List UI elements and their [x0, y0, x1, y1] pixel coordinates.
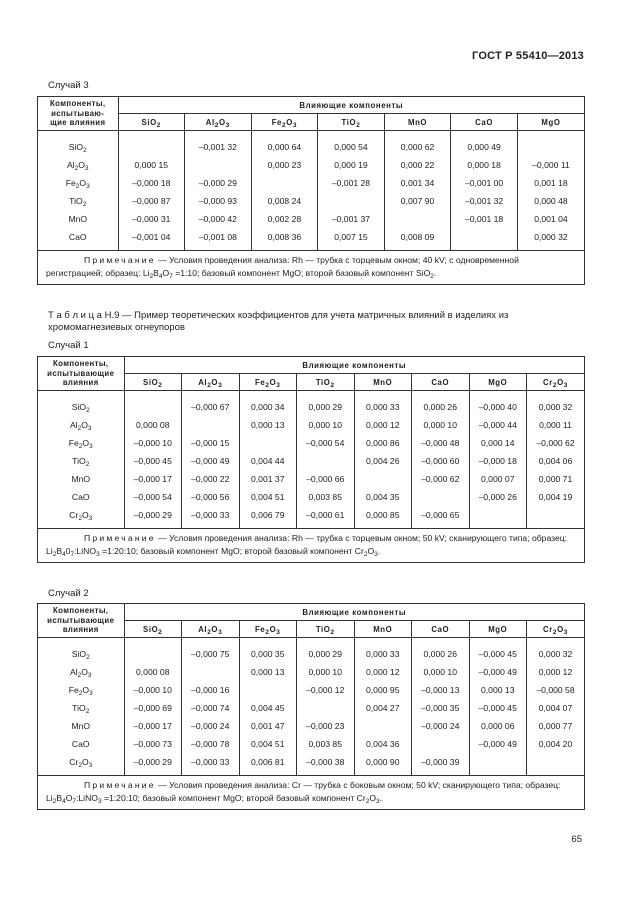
coefficient-cell: 0,001 34 — [384, 174, 451, 192]
coefficient-cell: 0,000 12 — [354, 416, 412, 434]
table-case-2 — [37, 603, 585, 810]
row-component: $Fe_2O_3$ — [38, 434, 124, 452]
influencing-header: Влияющие компоненты — [124, 604, 584, 621]
coefficient-cell: 0,000 10 — [412, 663, 470, 681]
case-1-label: Случай 1 — [48, 340, 89, 351]
coefficient-cell: –0,000 22 — [182, 470, 240, 488]
coefficient-cell — [451, 228, 518, 250]
row-component: MnO — [38, 717, 124, 735]
coefficient-cell: 0,000 10 — [297, 663, 355, 681]
table-row — [38, 398, 584, 416]
row-component: $Fe_2O_3$ — [38, 174, 118, 192]
coefficient-cell: 0,008 09 — [384, 228, 451, 250]
coefficient-cell: –0,000 18 — [469, 452, 527, 470]
table-row — [38, 228, 584, 250]
coefficient-cell: –0,000 29 — [185, 174, 252, 192]
coefficient-cell: –0,001 18 — [451, 210, 518, 228]
coefficient-cell: –0,000 54 — [124, 488, 182, 506]
coefficient-cell: –0,000 26 — [469, 488, 527, 506]
coefficient-cell: –0,000 73 — [124, 735, 182, 753]
row-component: $Al_2O_3$ — [38, 663, 124, 681]
coefficient-cell: –0,000 58 — [536, 685, 575, 695]
table-row — [38, 416, 584, 434]
coefficient-cell — [517, 138, 584, 156]
coefficient-cell: 0,006 79 — [239, 506, 297, 528]
coefficient-cell: –0,000 56 — [182, 488, 240, 506]
coefficient-cell: 0,000 33 — [354, 645, 412, 663]
column-header: $Al_2O_3$ — [185, 114, 252, 131]
components-header: Компоненты, испытываю- щие влияния — [38, 97, 118, 131]
column-header: MgO — [469, 374, 527, 391]
coefficient-cell: 0,000 19 — [318, 156, 385, 174]
coefficient-cell — [124, 398, 182, 416]
note-text: — Условия проведения анализа: Rh — трубка с торцевым окном; 40 kV; с одновременной регистрацией; образец: $Li_2B_4O_7$ =1:10; базовый компонент MgO; второй базовый компонент SiO$_2$. — [46, 255, 519, 280]
table-row — [38, 645, 584, 663]
coefficient-cell: 0,000 32 — [538, 649, 573, 659]
coefficient-cell: 0,000 26 — [412, 398, 470, 416]
coefficient-cell — [251, 174, 318, 192]
coefficient-cell: 0,000 64 — [251, 138, 318, 156]
coefficient-cell: –0,000 61 — [297, 506, 355, 528]
row-component: TiO$_2$ — [38, 452, 124, 470]
coefficient-cell — [297, 452, 355, 470]
row-component: CaO — [38, 488, 124, 506]
components-header: Компоненты, испытывающие влияния — [38, 357, 124, 391]
coefficient-cell — [469, 506, 527, 528]
coefficient-cell: 0,001 04 — [534, 214, 568, 224]
coefficient-cell: 0,000 33 — [354, 398, 412, 416]
row-component: MnO — [38, 210, 118, 228]
coefficient-cell: 0,000 10 — [297, 416, 355, 434]
coefficient-cell: 0,000 07 — [469, 470, 527, 488]
table-row — [38, 138, 584, 156]
coefficient-cell: 0,000 15 — [118, 156, 185, 174]
coefficient-cell: –0,000 16 — [182, 681, 240, 699]
row-component: $Fe_2O_3$ — [38, 681, 124, 699]
table-row — [38, 699, 584, 717]
row-component: $Cr_2O_3$ — [38, 753, 124, 775]
coefficient-cell: 0,000 13 — [469, 681, 527, 699]
row-component: TiO$_2$ — [38, 192, 118, 210]
table-row — [38, 717, 584, 735]
page-number: 65 — [571, 834, 582, 845]
coefficient-cell: –0,000 54 — [297, 434, 355, 452]
column-header: MnO — [384, 114, 451, 131]
coefficient-cell: –0,000 60 — [412, 452, 470, 470]
coefficient-cell: –0,000 15 — [182, 434, 240, 452]
coefficient-cell: –0,000 87 — [118, 192, 185, 210]
coefficient-cell: –0,000 12 — [297, 681, 355, 699]
influencing-header: Влияющие компоненты — [124, 357, 584, 374]
coefficient-cell: 0,002 28 — [251, 210, 318, 228]
coefficient-cell: –0,001 00 — [451, 174, 518, 192]
coefficient-cell: 0,004 36 — [354, 735, 412, 753]
coefficient-cell: 0,000 86 — [354, 434, 412, 452]
table-row — [38, 735, 584, 753]
coefficient-cell: 0,001 37 — [239, 470, 297, 488]
case-3-label: Случай 3 — [48, 80, 89, 91]
coefficient-cell — [354, 470, 412, 488]
coefficient-cell: 0,000 08 — [124, 663, 182, 681]
coefficient-cell: –0,000 38 — [297, 753, 355, 775]
coefficient-cell: 0,000 06 — [469, 717, 527, 735]
column-header: CaO — [412, 621, 470, 638]
column-header: $Cr_2O_3$ — [527, 374, 585, 391]
table-row — [38, 156, 584, 174]
column-header: $Al_2O_3$ — [182, 374, 240, 391]
column-header: MnO — [354, 621, 412, 638]
coefficient-cell: –0,000 93 — [185, 192, 252, 210]
coefficient-cell: –0,000 45 — [124, 452, 182, 470]
coefficient-cell: –0,000 49 — [469, 663, 527, 681]
row-component: $Al_2O_3$ — [38, 416, 124, 434]
coefficient-cell: –0,000 24 — [412, 717, 470, 735]
coefficient-cell: –0,000 24 — [182, 717, 240, 735]
coefficient-cell: 0,004 27 — [354, 699, 412, 717]
coefficient-cell: –0,000 29 — [124, 753, 182, 775]
coefficient-cell: 0,000 62 — [384, 138, 451, 156]
coefficient-cell — [469, 753, 527, 775]
column-header: SiO$_2$ — [124, 374, 182, 391]
coefficient-cell: –0,000 40 — [469, 398, 527, 416]
coefficient-cell: –0,000 18 — [118, 174, 185, 192]
coefficient-cell: 0,004 07 — [538, 703, 573, 713]
coefficient-cell: –0,000 78 — [182, 735, 240, 753]
note-label: Примечание — [84, 255, 156, 265]
coefficient-cell: –0,000 39 — [412, 753, 470, 775]
coefficient-cell: 0,004 20 — [538, 739, 573, 749]
coefficient-cell: 0,001 47 — [239, 717, 297, 735]
column-header: MgO — [517, 114, 584, 131]
coefficient-cell: 0,004 35 — [354, 488, 412, 506]
coefficient-cell: 0,000 12 — [354, 663, 412, 681]
coefficient-cell — [527, 506, 585, 528]
coefficient-cell: 0,000 13 — [239, 663, 297, 681]
table-row — [38, 753, 584, 775]
coefficient-cell: –0,001 08 — [185, 228, 252, 250]
table-row — [38, 192, 584, 210]
column-header: CaO — [412, 374, 470, 391]
column-header: SiO$_2$ — [118, 114, 185, 131]
coefficient-cell: –0,000 10 — [124, 681, 182, 699]
coefficient-cell: –0,000 33 — [182, 753, 240, 775]
coefficient-cell: 0,000 26 — [412, 645, 470, 663]
table-row — [38, 663, 584, 681]
coefficient-cell: 0,000 90 — [354, 753, 412, 775]
coefficient-cell: 0,000 13 — [239, 416, 297, 434]
coefficient-cell — [118, 138, 185, 156]
coefficient-cell: 0,006 81 — [239, 753, 297, 775]
coefficient-cell — [354, 717, 412, 735]
coefficient-cell: –0,001 32 — [451, 192, 518, 210]
coefficient-cell: –0,001 37 — [318, 210, 385, 228]
column-header: SiO$_2$ — [124, 621, 182, 638]
coefficient-cell: –0,000 42 — [185, 210, 252, 228]
column-header: $Fe_2O_3$ — [239, 621, 297, 638]
coefficient-cell: –0,000 10 — [124, 434, 182, 452]
table-row — [38, 452, 584, 470]
column-header: TiO$_2$ — [297, 374, 355, 391]
column-header: TiO$_2$ — [297, 621, 355, 638]
coefficient-cell: 0,000 85 — [354, 506, 412, 528]
coefficient-cell — [384, 210, 451, 228]
coefficient-cell: –0,000 17 — [124, 717, 182, 735]
table-note — [38, 775, 584, 809]
coefficient-cell: –0,001 28 — [318, 174, 385, 192]
case-2-label: Случай 2 — [48, 588, 89, 599]
coefficient-cell: –0,000 48 — [412, 434, 470, 452]
coefficient-cell — [527, 753, 585, 775]
coefficient-cell — [239, 434, 297, 452]
coefficient-cell: –0,000 33 — [182, 506, 240, 528]
table-case-1 — [37, 356, 585, 563]
coefficient-cell: 0,004 44 — [239, 452, 297, 470]
coefficient-cell: –0,000 62 — [536, 438, 575, 448]
coefficient-cell: –0,000 49 — [469, 735, 527, 753]
row-component: CaO — [38, 735, 124, 753]
column-header: $Al_2O_3$ — [182, 621, 240, 638]
coefficient-cell: 0,004 51 — [239, 735, 297, 753]
coefficient-cell: –0,001 32 — [185, 138, 252, 156]
coefficient-cell: –0,000 31 — [118, 210, 185, 228]
coefficient-cell: –0,000 45 — [469, 699, 527, 717]
row-component: $Cr_2O_3$ — [38, 506, 124, 528]
column-header: $Cr_2O_3$ — [527, 621, 585, 638]
table-row — [38, 434, 584, 452]
column-header: $Fe_2O_3$ — [239, 374, 297, 391]
note-text: — Условия проведения анализа: Rh — трубка с торцевым окном; 50 kV; сканирующего типа; образец: $Li_2B_40_7:LiNO_3$ =1:20:10; базовый компонент MgO; второй базовый компонент $Cr_2O_3$. — [46, 533, 568, 558]
coefficient-cell: 0,000 77 — [538, 721, 573, 731]
coefficient-cell — [412, 488, 470, 506]
coefficient-cell: –0,000 29 — [124, 506, 182, 528]
coefficient-cell — [239, 681, 297, 699]
coefficient-cell — [185, 156, 252, 174]
row-component: MnO — [38, 470, 124, 488]
coefficient-cell: –0,000 35 — [412, 699, 470, 717]
row-component: CaO — [38, 228, 118, 250]
coefficient-cell: 0,003 85 — [297, 735, 355, 753]
coefficient-cell: –0,000 69 — [124, 699, 182, 717]
coefficient-cell — [182, 416, 240, 434]
coefficient-cell: 0,000 29 — [297, 645, 355, 663]
coefficient-cell: 0,008 36 — [251, 228, 318, 250]
coefficient-cell: 0,000 34 — [239, 398, 297, 416]
coefficient-cell: 0,004 45 — [239, 699, 297, 717]
coefficient-cell: 0,008 24 — [251, 192, 318, 210]
table-h9-caption: Т а б л и ц а Н.9 — Пример теоретических коэффициентов для учета матричных влияний в изделиях из хромомагнезиевых огнеупоров — [48, 310, 509, 333]
coefficient-cell: 0,004 06 — [538, 456, 573, 466]
coefficients-table — [38, 357, 584, 528]
coefficient-cell: 0,000 18 — [451, 156, 518, 174]
coefficient-cell: 0,000 54 — [318, 138, 385, 156]
coefficient-cell: –0,000 62 — [412, 470, 470, 488]
note-label: Примечание — [84, 780, 156, 790]
coefficient-cell: 0,000 49 — [451, 138, 518, 156]
coefficient-cell: –0,000 67 — [182, 398, 240, 416]
components-header: Компоненты, испытывающие влияния — [38, 604, 124, 638]
coefficient-cell: –0,000 45 — [469, 645, 527, 663]
table-row — [38, 174, 584, 192]
table-case-3 — [37, 96, 585, 285]
coefficient-cell: 0,000 95 — [354, 681, 412, 699]
coefficient-cell: 0,007 90 — [384, 192, 451, 210]
coefficient-cell: –0,000 66 — [297, 470, 355, 488]
coefficient-cell: 0,000 11 — [539, 420, 572, 430]
coefficient-cell: –0,000 74 — [182, 699, 240, 717]
coefficient-cell — [318, 192, 385, 210]
coefficients-table — [38, 97, 584, 250]
coefficient-cell: 0,000 32 — [534, 232, 568, 242]
table-note — [38, 528, 584, 562]
row-component: SiO$_2$ — [38, 645, 124, 663]
coefficient-cell: 0,000 08 — [124, 416, 182, 434]
coefficient-cell: –0,000 17 — [124, 470, 182, 488]
coefficient-cell: 0,003 85 — [297, 488, 355, 506]
table-note — [38, 250, 584, 284]
table-row — [38, 488, 584, 506]
coefficient-cell — [412, 735, 470, 753]
coefficient-cell: –0,001 04 — [118, 228, 185, 250]
coefficient-cell: 0,000 35 — [239, 645, 297, 663]
standard-header: ГОСТ Р 55410—2013 — [472, 50, 584, 62]
coefficient-cell — [297, 699, 355, 717]
coefficients-table — [38, 604, 584, 775]
coefficient-cell — [124, 645, 182, 663]
column-header: MgO — [469, 621, 527, 638]
coefficient-cell: –0,000 11 — [532, 160, 570, 170]
coefficient-cell: –0,000 65 — [412, 506, 470, 528]
coefficient-cell: 0,001 18 — [534, 178, 568, 188]
coefficient-cell: 0,000 29 — [297, 398, 355, 416]
coefficient-cell: 0,000 10 — [412, 416, 470, 434]
row-component: TiO$_2$ — [38, 699, 124, 717]
influencing-header: Влияющие компоненты — [118, 97, 584, 114]
row-component: SiO$_2$ — [38, 398, 124, 416]
column-header: MnO — [354, 374, 412, 391]
table-row — [38, 210, 584, 228]
column-header: TiO$_2$ — [318, 114, 385, 131]
coefficient-cell: –0,000 44 — [469, 416, 527, 434]
coefficient-cell: –0,000 23 — [297, 717, 355, 735]
column-header: CaO — [451, 114, 518, 131]
note-text: — Условия проведения анализа: Cr — трубка с боковым окном; 50 kV; сканирующего типа; образец: $Li_2B_4O_7:LiNO_3$ =1:20:10; базовый компонент MgO; второй базовый компонент $Cr_2O_3$. — [46, 780, 561, 805]
table-row — [38, 506, 584, 528]
coefficient-cell: 0,004 19 — [538, 492, 573, 502]
coefficient-cell: 0,000 12 — [538, 667, 573, 677]
coefficient-cell: 0,000 23 — [251, 156, 318, 174]
coefficient-cell: 0,004 26 — [354, 452, 412, 470]
coefficient-cell: 0,004 51 — [239, 488, 297, 506]
row-component: SiO$_2$ — [38, 138, 118, 156]
row-component: $Al_2O_3$ — [38, 156, 118, 174]
coefficient-cell: 0,000 71 — [538, 474, 573, 484]
coefficient-cell: 0,007 15 — [318, 228, 385, 250]
coefficient-cell: –0,000 13 — [412, 681, 470, 699]
table-row — [38, 470, 584, 488]
coefficient-cell: –0,000 49 — [182, 452, 240, 470]
table-row — [38, 681, 584, 699]
coefficient-cell: 0,000 32 — [538, 402, 573, 412]
coefficient-cell: 0,000 14 — [469, 434, 527, 452]
note-label: Примечание — [84, 533, 156, 543]
coefficient-cell — [182, 663, 240, 681]
coefficient-cell: –0,000 75 — [182, 645, 240, 663]
coefficient-cell: 0,000 22 — [384, 156, 451, 174]
coefficient-cell: 0,000 48 — [534, 196, 568, 206]
column-header: $Fe_2O_3$ — [251, 114, 318, 131]
